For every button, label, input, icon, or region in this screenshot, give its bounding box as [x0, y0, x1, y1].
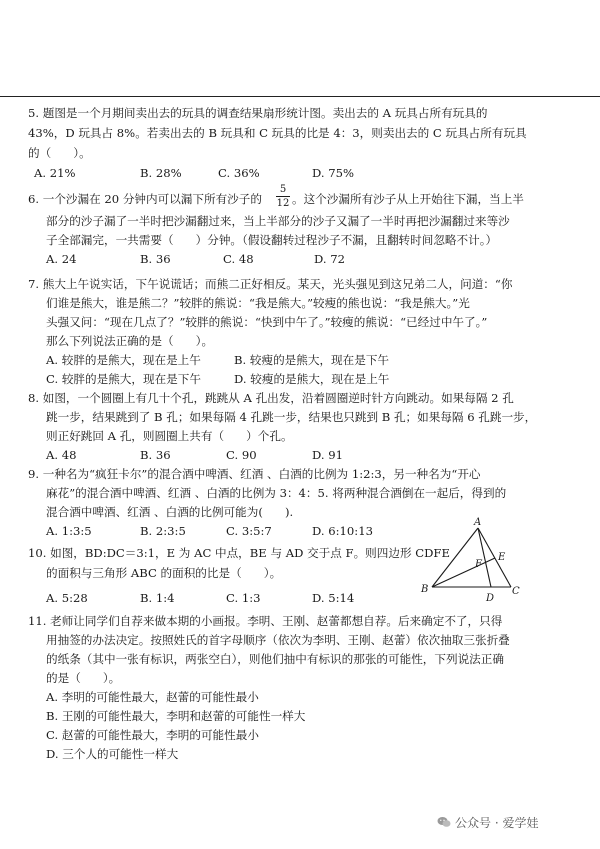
question-6-line: 子全部漏完，一共需要（ ）分钟。（假设翻转过程沙子不漏，且翻转时间忽略不计。） [46, 233, 498, 247]
question-7-line: 头强又问：“现在几点了？”较胖的熊说：“快到中午了。”较瘦的熊说：“已经过中午了。” [46, 315, 488, 329]
question-8-option-a[interactable]: A. 48 [46, 448, 77, 462]
point-label: C [512, 586, 520, 597]
fraction-denominator: 12 [276, 198, 290, 209]
question-10-option-b[interactable]: B. 1:4 [140, 591, 175, 605]
question-6-option-a[interactable]: A. 24 [46, 252, 77, 266]
question-10-option-d[interactable]: D. 5:14 [312, 591, 355, 605]
question-10-line: 10. 如图，BD:DC＝3:1，E 为 AC 中点，BE 与 AD 交于点 F。则四边形 CDFE [28, 546, 450, 560]
question-6-option-c[interactable]: C. 48 [223, 252, 254, 266]
question-8-line: 8. 如图，一个圆圈上有几十个孔，跳跳从 A 孔出发，沿着圆圈逆时针方向跳动。如果每隔 2 孔 [28, 391, 514, 405]
point-label: F [475, 559, 482, 570]
question-7-line: 们谁是熊大，谁是熊二？”较胖的熊说：“我是熊大。”较瘦的熊也说：“我是熊大。”光 [46, 296, 470, 310]
question-11-option-d[interactable]: D. 三个人的可能性一样大 [46, 747, 179, 761]
point-label: B [421, 584, 429, 595]
fraction [276, 184, 290, 209]
question-8-line: 则正好跳回 A 孔，则圆圈上共有（ ）个孔。 [46, 429, 293, 443]
watermark-text: 公众号 · 爱学娃 [455, 816, 539, 830]
question-8-option-d[interactable]: D. 91 [312, 448, 344, 462]
header-rule [0, 96, 600, 97]
question-6-option-b[interactable]: B. 36 [140, 252, 171, 266]
question-9-line: 麻花”的混合酒中啤酒、红酒 、白酒的比例为 3：4：5. 将两种混合酒倒在一起后，得到的 [46, 486, 507, 500]
question-8-option-b[interactable]: B. 36 [140, 448, 171, 462]
question-7-option-b[interactable]: B. 较瘦的是熊大，现在是下午 [234, 353, 390, 367]
question-5-line: 5. 题图是一个月期间卖出去的玩具的调查结果扇形统计图。卖出去的 A 玩具占所有玩具的 [28, 106, 488, 120]
question-7-option-a[interactable]: A. 较胖的是熊大，现在是上午 [46, 353, 201, 367]
question-8-line: 跳一步，结果跳到了 B 孔；如果每隔 4 孔跳一步，结果也只跳到 B 孔；如果每隔 6 孔跳一步， [46, 410, 537, 424]
point-label: A [474, 517, 482, 528]
question-7-line: 那么下列说法正确的是（ ）。 [46, 334, 214, 348]
question-11-line: 的纸条（其中一张有标识，两张空白），则他们抽中有标识的那张的可能性，下列说法正确 [46, 652, 504, 666]
question-10-option-c[interactable]: C. 1:3 [226, 591, 261, 605]
question-6-line: 部分的沙子漏了一半时把沙漏翻过来，当上半部分的沙子又漏了一半时再把沙漏翻过来等沙 [46, 214, 510, 228]
question-10-option-a[interactable]: A. 5:28 [46, 591, 88, 605]
question-9-line: 9. 一种名为“疯狂卡尔”的混合酒中啤酒、红酒 、白酒的比例为 1:2:3，另一种名为“开心 [28, 467, 481, 481]
question-6-line: 6. 一个沙漏在 20 分钟内可以漏下所有沙子的 [28, 192, 262, 206]
segment-ac [478, 528, 511, 587]
segment-ad [478, 528, 491, 587]
question-8-option-c[interactable]: C. 90 [226, 448, 257, 462]
point-label: D [486, 593, 495, 604]
question-11-option-b[interactable]: B. 王刚的可能性最大，李明和赵蕾的可能性一样大 [46, 709, 306, 723]
question-7-option-c[interactable]: C. 较胖的是熊大，现在是下午 [46, 372, 201, 386]
question-11-line: 11. 老师让同学们自荐来做本期的小画报。李明、王刚、赵蕾都想自荐。后来确定不了，只得 [28, 614, 503, 628]
question-5-line: 43%，D 玩具占 8%。若卖出去的 B 玩具和 C 玩具的比是 4：3，则卖出去的 C 玩具占所有玩具 [28, 126, 527, 140]
question-11-line: 的是（ ）。 [46, 671, 121, 685]
question-5-option-b[interactable]: B. 28% [140, 166, 182, 180]
point-label: E [498, 552, 506, 563]
question-6-option-d[interactable]: D. 72 [314, 252, 346, 266]
question-10-line: 的面积与三角形 ABC 的面积的比是（ ）。 [46, 566, 282, 580]
question-9-option-c[interactable]: C. 3:5:7 [226, 524, 272, 538]
triangle-figure [420, 512, 530, 604]
question-5-option-c[interactable]: C. 36% [218, 166, 260, 180]
question-5-option-a[interactable]: A. 21% [34, 166, 76, 180]
wechat-icon [437, 816, 451, 828]
question-6-line: 。这个沙漏所有沙子从上开始往下漏，当上半 [292, 192, 524, 206]
question-7-option-d[interactable]: D. 较瘦的是熊大，现在是上午 [234, 372, 390, 386]
question-11-option-c[interactable]: C. 赵蕾的可能性最大，李明的可能性最小 [46, 728, 259, 742]
question-9-option-b[interactable]: B. 2:3:5 [140, 524, 186, 538]
question-9-option-d[interactable]: D. 6:10:13 [312, 524, 373, 538]
question-7-line: 7. 熊大上午说实话，下午说谎话；而熊二正好相反。某天，光头强见到这兄弟二人，问道：“你 [28, 277, 513, 291]
segment-be [432, 558, 495, 587]
question-5-line: 的（ ）。 [28, 146, 91, 160]
question-11-option-a[interactable]: A. 李明的可能性最大，赵蕾的可能性最小 [46, 690, 259, 704]
fraction-numerator: 5 [279, 184, 287, 195]
question-5-option-d[interactable]: D. 75% [312, 166, 355, 180]
question-9-option-a[interactable]: A. 1:3:5 [46, 524, 92, 538]
question-11-line: 用抽签的办法决定。按照姓氏的首字母顺序（依次为李明、王刚、赵蕾）依次抽取三张折叠 [46, 633, 510, 647]
question-9-line: 混合酒中啤酒、红酒 、白酒的比例可能为( ). [46, 505, 294, 519]
segment-ab [432, 528, 478, 587]
